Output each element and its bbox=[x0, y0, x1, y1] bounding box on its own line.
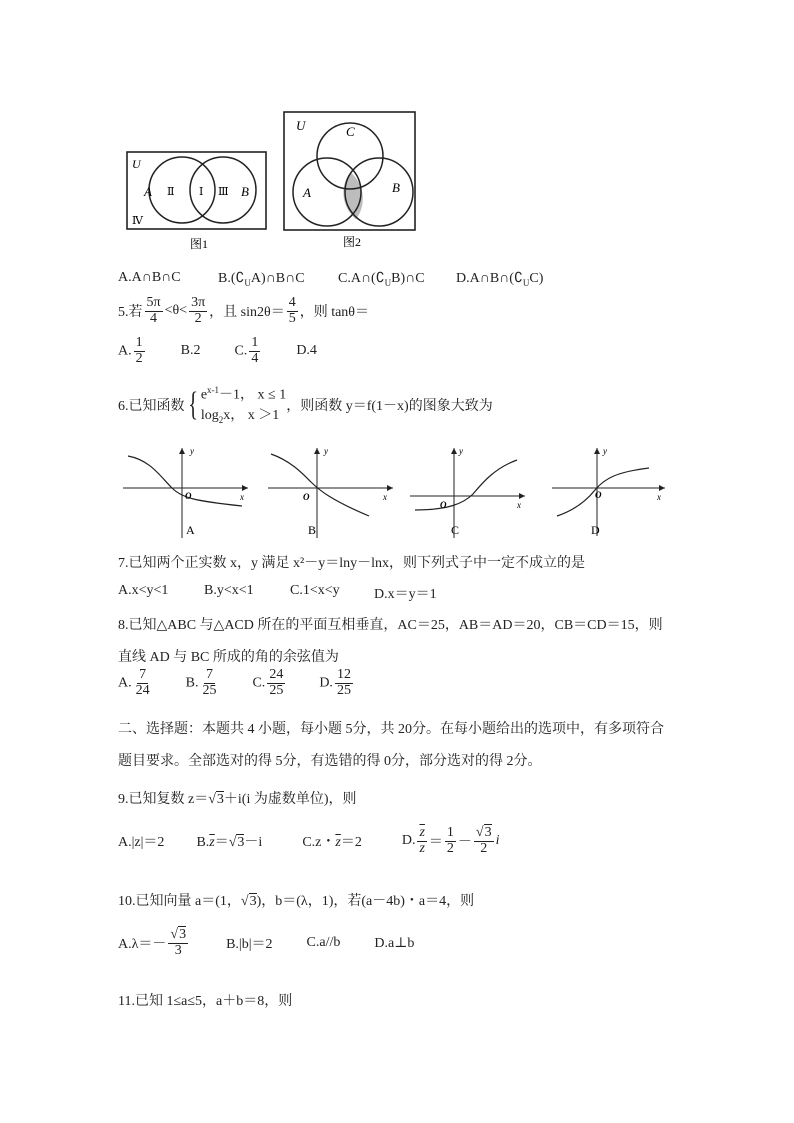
q10-option-b: B.|b|＝2 bbox=[226, 937, 273, 953]
q6-graph-b bbox=[265, 446, 400, 541]
q7-option-b: B.y<x<1 bbox=[204, 583, 254, 598]
svg-text:O: O bbox=[185, 491, 192, 501]
graph-b-label: B bbox=[308, 523, 317, 537]
venn1-caption: 图1 bbox=[190, 237, 209, 251]
q9-option-d: D. $\frac{\overline{z}}{z}$ ＝ $\frac{1}{2}$ － $\frac{√3}{2}$ i bbox=[401, 825, 500, 856]
q10-stem: 10.已知向量 a＝(1，√3)，b＝(λ，1)，若(a－4b)・a＝4，则 bbox=[118, 894, 475, 909]
venn-figure-1 bbox=[120, 148, 270, 252]
venn2-label-c: C bbox=[346, 124, 355, 139]
graph-b-curve bbox=[271, 454, 369, 516]
q5-options bbox=[118, 336, 317, 366]
q6-graph-c bbox=[407, 446, 537, 541]
q4-option-a: A.A∩B∩C bbox=[118, 270, 181, 285]
q10-option-d: D.a⊥b bbox=[374, 935, 415, 951]
graph-c-label: C bbox=[451, 523, 460, 537]
q4-option-b: $B.(∁_UA)\cap B\cap C$ bbox=[218, 271, 305, 288]
q8-stem-line1: 8.已知△ABC 与△ACD 所在的平面互相垂直，AC＝25，AB＝AD＝20，CB＝CD＝15，则 bbox=[118, 618, 663, 633]
q8-options bbox=[118, 668, 355, 698]
venn2-caption: 图2 bbox=[343, 235, 362, 249]
q5-option-c: C. $\frac{1}{4}$ bbox=[234, 335, 259, 366]
venn2-shaded-region bbox=[343, 172, 362, 219]
q10-options bbox=[118, 928, 414, 958]
q6-graph-a bbox=[120, 446, 255, 541]
q5-option-d: D.4 bbox=[296, 343, 317, 359]
graph-c-curve bbox=[415, 460, 517, 510]
q8-option-c: C. $\frac{24}{25}$ bbox=[252, 667, 284, 698]
venn1-region-1: Ⅰ bbox=[199, 186, 204, 198]
svg-text:x: x bbox=[657, 492, 661, 502]
q5-option-b: B.2 bbox=[180, 343, 201, 359]
svg-text:x: x bbox=[240, 492, 244, 502]
q11-stem: 11.已知 1≤a≤5，a＋b＝8，则 bbox=[118, 994, 293, 1009]
q9-option-b: $B.\overline{z}=√3-i$ bbox=[196, 835, 263, 851]
svg-text:O: O bbox=[303, 492, 310, 502]
graph-d-label: D bbox=[591, 523, 600, 537]
venn-figure-2 bbox=[280, 108, 420, 254]
venn1-label-a: A bbox=[144, 184, 152, 199]
q8-option-b: B. $\frac{7}{25}$ bbox=[185, 667, 217, 698]
venn1-label-b: B bbox=[241, 184, 249, 199]
svg-text:O: O bbox=[440, 500, 447, 510]
q6-stem: 6.已知函数 { $e^{x-1}-1$， x ≤ 1 $\log_2x$， x ＞1 ，则函数 y＝f(1－x)的图象大致为 bbox=[118, 384, 493, 427]
section2-line2: 题目要求。全部选对的得 5分，有选错的得 0分，部分选对的得 2分。 bbox=[118, 754, 542, 769]
q9-option-c: C.z・$\overline{z}=2$ bbox=[302, 835, 362, 851]
q7-stem: 7.已知两个正实数 x，y 满足 x²－y＝lny－lnx，则下列式子中一定不成立的是 bbox=[118, 556, 585, 571]
q6-graph-d bbox=[549, 446, 674, 541]
q9-stem: 9.已知复数 z＝√3＋i(i 为虚数单位)，则 bbox=[118, 792, 357, 807]
venn1-region-3: Ⅲ bbox=[218, 186, 229, 198]
venn1-region-2: Ⅱ bbox=[167, 186, 175, 198]
svg-text:y: y bbox=[190, 446, 194, 456]
q4-option-d: $D.A\cap B\cap(∁_UC)$ bbox=[456, 271, 544, 288]
svg-text:O: O bbox=[595, 490, 602, 500]
venn2-label-b: B bbox=[392, 180, 400, 195]
venn2-label-a: A bbox=[303, 185, 311, 200]
q8-stem-line2: 直线 AD 与 BC 所成的角的余弦值为 bbox=[118, 650, 339, 665]
q8-option-d: D. $\frac{12}{25}$ bbox=[319, 667, 351, 698]
venn1-label-u: U bbox=[132, 157, 141, 171]
q6-piecewise: $e^{x-1}-1$， x ≤ 1 $\log_2x$， x ＞1 bbox=[200, 385, 287, 425]
venn2-label-u: U bbox=[296, 118, 306, 133]
q7-option-a: A.x<y<1 bbox=[118, 583, 169, 598]
venn1-circle-a bbox=[149, 157, 215, 223]
q10-option-c: C.a//b bbox=[306, 935, 341, 951]
section2-line1: 二、选择题：本题共 4 小题，每小题 5分，共 20分。在每小题给出的选项中，有多项符合 bbox=[118, 722, 664, 737]
q5-option-a: A. $\frac{1}{2}$ bbox=[118, 335, 143, 366]
svg-text:x: x bbox=[383, 492, 387, 502]
q9-option-a: A.|z|＝2 bbox=[118, 835, 165, 851]
q8-option-a: A. $\frac{7}{24}$ bbox=[118, 667, 150, 698]
svg-text:y: y bbox=[324, 446, 328, 456]
q7-option-c: C.1<x<y bbox=[290, 583, 340, 598]
graph-a-label: A bbox=[186, 523, 195, 537]
q5-stem: 5.若 $\frac{5\pi}{4}$ <θ< $\frac{3\pi}{2}$ ，且 sin2θ＝ $\frac{4}{5}$ ，则 tanθ＝ bbox=[118, 295, 370, 326]
svg-text:y: y bbox=[459, 446, 463, 456]
venn1-region-4: Ⅳ bbox=[132, 215, 143, 227]
q7-option-d: D.x＝y＝1 bbox=[374, 587, 437, 602]
q10-option-a: A.λ＝－ $\frac{√3}{3}$ bbox=[118, 927, 187, 958]
q4-option-c: $C.A\cap(∁_UB)\cap C$ bbox=[338, 271, 425, 288]
svg-text:y: y bbox=[603, 446, 607, 456]
q9-options bbox=[118, 826, 499, 856]
graph-d-curve bbox=[557, 468, 649, 516]
svg-text:x: x bbox=[517, 500, 521, 510]
